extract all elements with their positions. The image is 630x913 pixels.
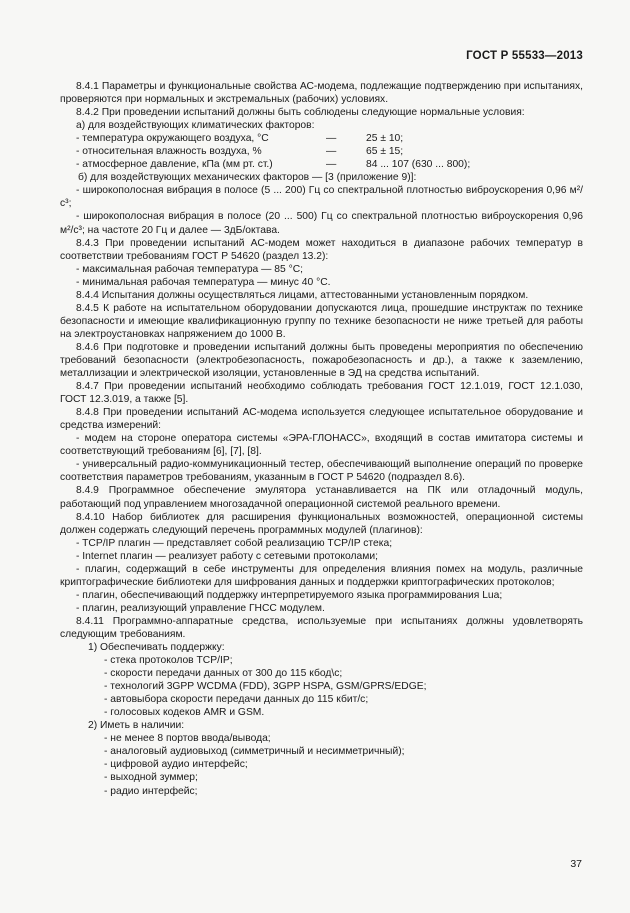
paragraph-8-4-10: 8.4.10 Набор библиотек для расширения функциональных возможностей, операционной системы должен содержать следующий перечень программных модулей (плагинов): (60, 511, 583, 536)
paragraph-8-4-2: 8.4.2 При проведении испытаний должны быть соблюдены следующие нормальные условия: (76, 107, 525, 119)
paragraph-8-4-1: 8.4.1 Параметры и функциональные свойства АС-модема, подлежащие подтверждению при испытаниях, проверяются при нормальных и экстремальных (рабочих) условиях. (60, 81, 583, 106)
availability-item: - не менее 8 портов ввода/вывода; (104, 733, 271, 745)
paragraph-8-4-6: 8.4.6 При подготовке и проведении испытаний должны быть проведены мероприятия по обеспечению требований безопасности (электробезопасность, пожаробезопасность и др.), а также к заземлению, металлизации и электрической изоляции, установленные в ЭД на средства испытаний. (60, 341, 583, 380)
climate-value: 25 ± 10; (366, 133, 404, 145)
paragraph-8-4-4: 8.4.4 Испытания должны осуществляться лицами, аттестованными установленным порядком. (76, 289, 529, 301)
climate-value: 84 ... 107 (630 ... 800); (366, 159, 471, 171)
climate-row (60, 145, 583, 158)
paragraph-8-4-7: 8.4.7 При проведении испытаний необходимо соблюдать требования ГОСТ 12.1.019, ГОСТ 12.1.030, ГОСТ 12.3.019, а также [5]. (60, 381, 583, 406)
plugin-item: - плагин, реализующий управление ГНСС модулем. (76, 602, 325, 614)
climate-sep: — (326, 146, 337, 158)
support-item: - технологий 3GPP WCDMA (FDD), 3GPP HSPA, GSM/GPRS/EDGE; (104, 681, 427, 693)
availability-item: - радио интерфейс; (104, 785, 198, 797)
equipment-item: - модем на стороне оператора системы «ЭРА-ГЛОНАСС», входящий в состав имитатора системы и соответствующий требованиям [6], [7], [8]. (60, 433, 583, 458)
plugin-item: - TCP/IP плагин — представляет собой реализацию TCP/IP стека; (76, 537, 393, 549)
climate-value: 65 ± 15; (366, 146, 404, 158)
paragraph-8-4-3: 8.4.3 При проведении испытаний АС-модем может находиться в диапазоне рабочих температур в соответствии требованиям ГОСТ Р 54620 (раздел 13.2): (60, 237, 583, 262)
availability-heading: 2) Иметь в наличии: (88, 720, 185, 732)
page-number: 37 (570, 858, 582, 870)
climate-sep: — (326, 159, 337, 171)
climate-sep: — (326, 133, 337, 145)
support-item: - скорости передачи данных от 300 до 115 кбод\с; (104, 668, 343, 680)
availability-item: - цифровой аудио интерфейс; (104, 759, 248, 771)
climate-label: - относительная влажность воздуха, % (76, 146, 262, 158)
document-body (60, 80, 583, 798)
plugin-item: - Internet плагин — реализует работу с сетевыми протоколами; (76, 550, 378, 562)
climate-row (60, 158, 583, 171)
paragraph-8-4-8: 8.4.8 При проведении испытаний АС-модема используется следующее испытательное оборудование и средства измерений: (60, 407, 583, 432)
temperature-item: - максимальная рабочая температура — 85 °С; (76, 263, 304, 275)
support-item: - автовыбора скорости передачи данных до 115 кбит/с; (104, 694, 369, 706)
standard-header: ГОСТ Р 55533—2013 (466, 50, 583, 62)
paragraph-8-4-9: 8.4.9 Программное обеспечение эмулятора устанавливается на ПК или отладочный модуль, работающий под управлением многозадачной операционной системой реального времени. (60, 485, 583, 510)
temperature-item: - минимальная рабочая температура — минус 40 °С. (76, 276, 331, 288)
equipment-item: - универсальный радио-коммуникационный тестер, обеспечивающий выполнение операций по проверке соответствия параметров требованиям, указанным в ГОСТ Р 54620 (подраздел 8.6). (60, 459, 583, 484)
support-heading: 1) Обеспечивать поддержку: (88, 642, 225, 654)
availability-item: - выходной зуммер; (104, 772, 198, 784)
support-item: - голосовых кодеков AMR и GSM. (104, 707, 265, 719)
climate-row (60, 132, 583, 145)
plugin-item: - плагин, обеспечивающий поддержку интерпретируемого языка программирования Lua; (76, 589, 503, 601)
availability-item: - аналоговый аудиовыход (симметричный и несимметричный); (104, 746, 405, 758)
climate-factors-heading: а) для воздействующих климатических факторов: (76, 120, 315, 132)
plugin-item: - плагин, содержащий в себе инструменты для определения влияния помех на модуль, различные криптографические библиотеки для шифрования данных и поддержки криптографических протоколов; (60, 563, 583, 588)
paragraph-8-4-11: 8.4.11 Программно-аппаратные средства, используемые при испытаниях должны удовлетворять следующим требованиям. (60, 615, 583, 640)
mechanical-factors-heading: б) для воздействующих механических факторов — [3 (приложение 9)]: (78, 172, 417, 184)
vibration-item: - широкополосная вибрация в полосе (20 ... 500) Гц со спектральной плотностью виброускорения 0,96 м²/с³; на частоте 20 Гц и далее — 3дБ/октава. (60, 211, 583, 236)
support-item: - стека протоколов TCP/IP; (104, 655, 233, 667)
paragraph-8-4-5: 8.4.5 К работе на испытательном оборудовании допускаются лица, прошедшие инструктаж по технике безопасности и имеющие квалификационную группу по технике безопасности не ниже третьей для работы на электроустановках напряжением до 1000 В. (60, 302, 583, 340)
vibration-item: - широкополосная вибрация в полосе (5 ... 200) Гц со спектральной плотностью виброускорения 0,96 м²/с³; (60, 185, 583, 210)
climate-label: - температура окружающего воздуха, °С (76, 133, 269, 145)
climate-label: - атмосферное давление, кПа (мм рт. ст.) (76, 159, 273, 171)
